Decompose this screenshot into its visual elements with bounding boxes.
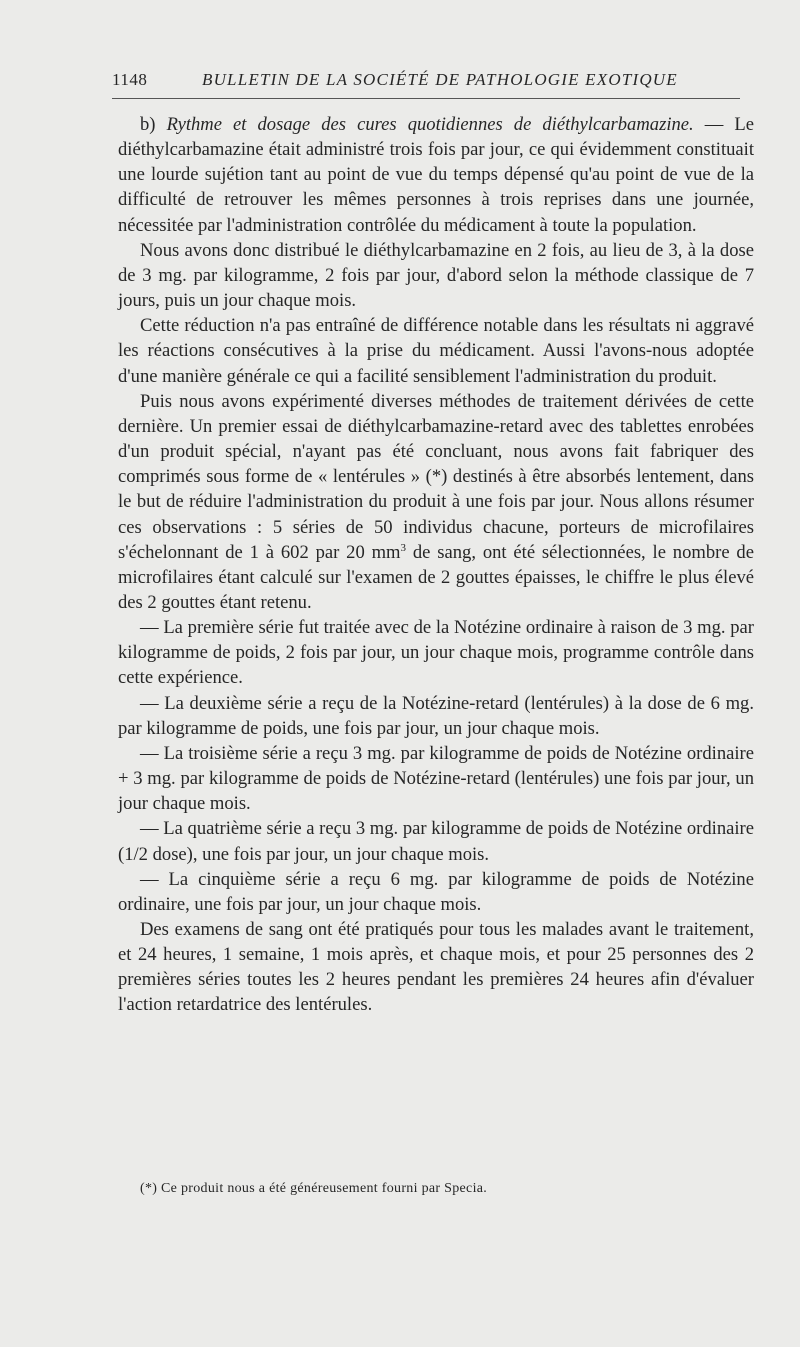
series-1: — La première série fut traitée avec de la Notézine ordinaire à raison de 3 mg. par kilogramme de poids, 2 fois par jour, un jour chaque mois, programme contrôle dans cette expérience. — [118, 617, 754, 689]
footnote-reference: (*) — [425, 466, 448, 488]
series-3: — La troisième série a reçu 3 mg. par kilogramme de poids de Notézine ordinaire + 3 mg. par kilogramme de poids de Notézine-retard (lentérules) une fois par jour, un jour chaque mois. — [118, 742, 754, 815]
article-body — [118, 112, 754, 1018]
running-title: BULLETIN DE LA SOCIÉTÉ DE PATHOLOGIE EXOTIQUE — [202, 70, 678, 89]
paragraph-1: Le diéthylcarbamazine était administré trois fois par jour, ce qui évidemment constituait une lourde sujétion tant au point de vue du temps dépensé qu'au point de vue de la difficulté de retrouver les mêmes personnes à trois reprises dans une journée, nécessitée par l'administration contrôlée du médicament à toute la population. — [118, 114, 755, 236]
section-title: Rythme et dosage des cures quotidiennes de diéthylcarbamazine. — [166, 114, 694, 135]
section-paragraph — [118, 112, 754, 238]
p4-text-c: de sang, ont été sélectionnées, le nombre de microfilaires étant calculé sur l'examen de 2 gouttes épaisses, le chiffre le plus élevé des 2 gouttes étant retenu. — [118, 541, 754, 613]
p4-text-a: Puis nous avons expérimenté diverses méthodes de traitement dérivées de cette dernière. Un premier essai de diéthylcarbamazine-retard avec des tablettes enrobées d'un produit spécial, n'ayant pas été concluant, nous avons fait fabriquer des comprimés sous forme de « lentérules » — [118, 390, 754, 488]
footnote-text: Ce produit nous a été généreusement fourni par Specia. — [157, 1181, 488, 1196]
page-number: 1148 — [112, 70, 148, 89]
series-5: — La cinquième série a reçu 6 mg. par kilogramme de poids de Notézine ordinaire, une fois par jour, un jour chaque mois. — [118, 868, 754, 915]
section-dash: — — [693, 114, 735, 135]
running-header — [112, 70, 752, 96]
series-4: — La quatrième série a reçu 3 mg. par kilogramme de poids de Notézine ordinaire (1/2 dose), une fois par jour, un jour chaque mois. — [118, 818, 754, 865]
series-2: — La deuxième série a reçu de la Notézine-retard (lentérules) à la dose de 6 mg. par kilogramme de poids, une fois par jour, un jour chaque mois. — [118, 692, 754, 739]
superscript-3: 3 — [400, 541, 407, 554]
closing-paragraph: Des examens de sang ont été pratiqués pour tous les malades avant le traitement, et 24 heures, 1 semaine, 1 mois après, et chaque mois, et pour 25 personnes des 2 premières séries toutes les 2 heures pendant les premières 24 heures afin d'évaluer l'action retardatrice des lentérules. — [118, 919, 754, 1016]
paragraph-2: Nous avons donc distribué le diéthylcarbamazine en 2 fois, au lieu de 3, à la dose de 3 mg. par kilogramme, 2 fois par jour, d'abord selon la méthode classique de 7 jours, puis un jour chaque mois. — [118, 239, 754, 312]
p4-text-b: destinés à être absorbés lentement, dans le but de réduire l'administration du produit à une fois par jour. Nous allons résumer ces observations : 5 séries de 50 individus chacune, porteurs de microfilaires s'échelonnant de 1 à 602 par 20 mm — [118, 466, 754, 563]
paragraph-4 — [118, 389, 754, 615]
paragraph-3: Cette réduction n'a pas entraîné de différence notable dans les résultats ni aggravé les réactions consécutives à la prise du médicament. Aussi l'avons-nous adoptée d'une manière générale ce qui a facilité sensiblement l'administration du produit. — [118, 315, 754, 387]
section-label: b) — [140, 114, 156, 135]
footnote-marker: (*) — [140, 1181, 158, 1196]
footnote — [140, 1180, 740, 1198]
header-rule — [112, 98, 740, 99]
